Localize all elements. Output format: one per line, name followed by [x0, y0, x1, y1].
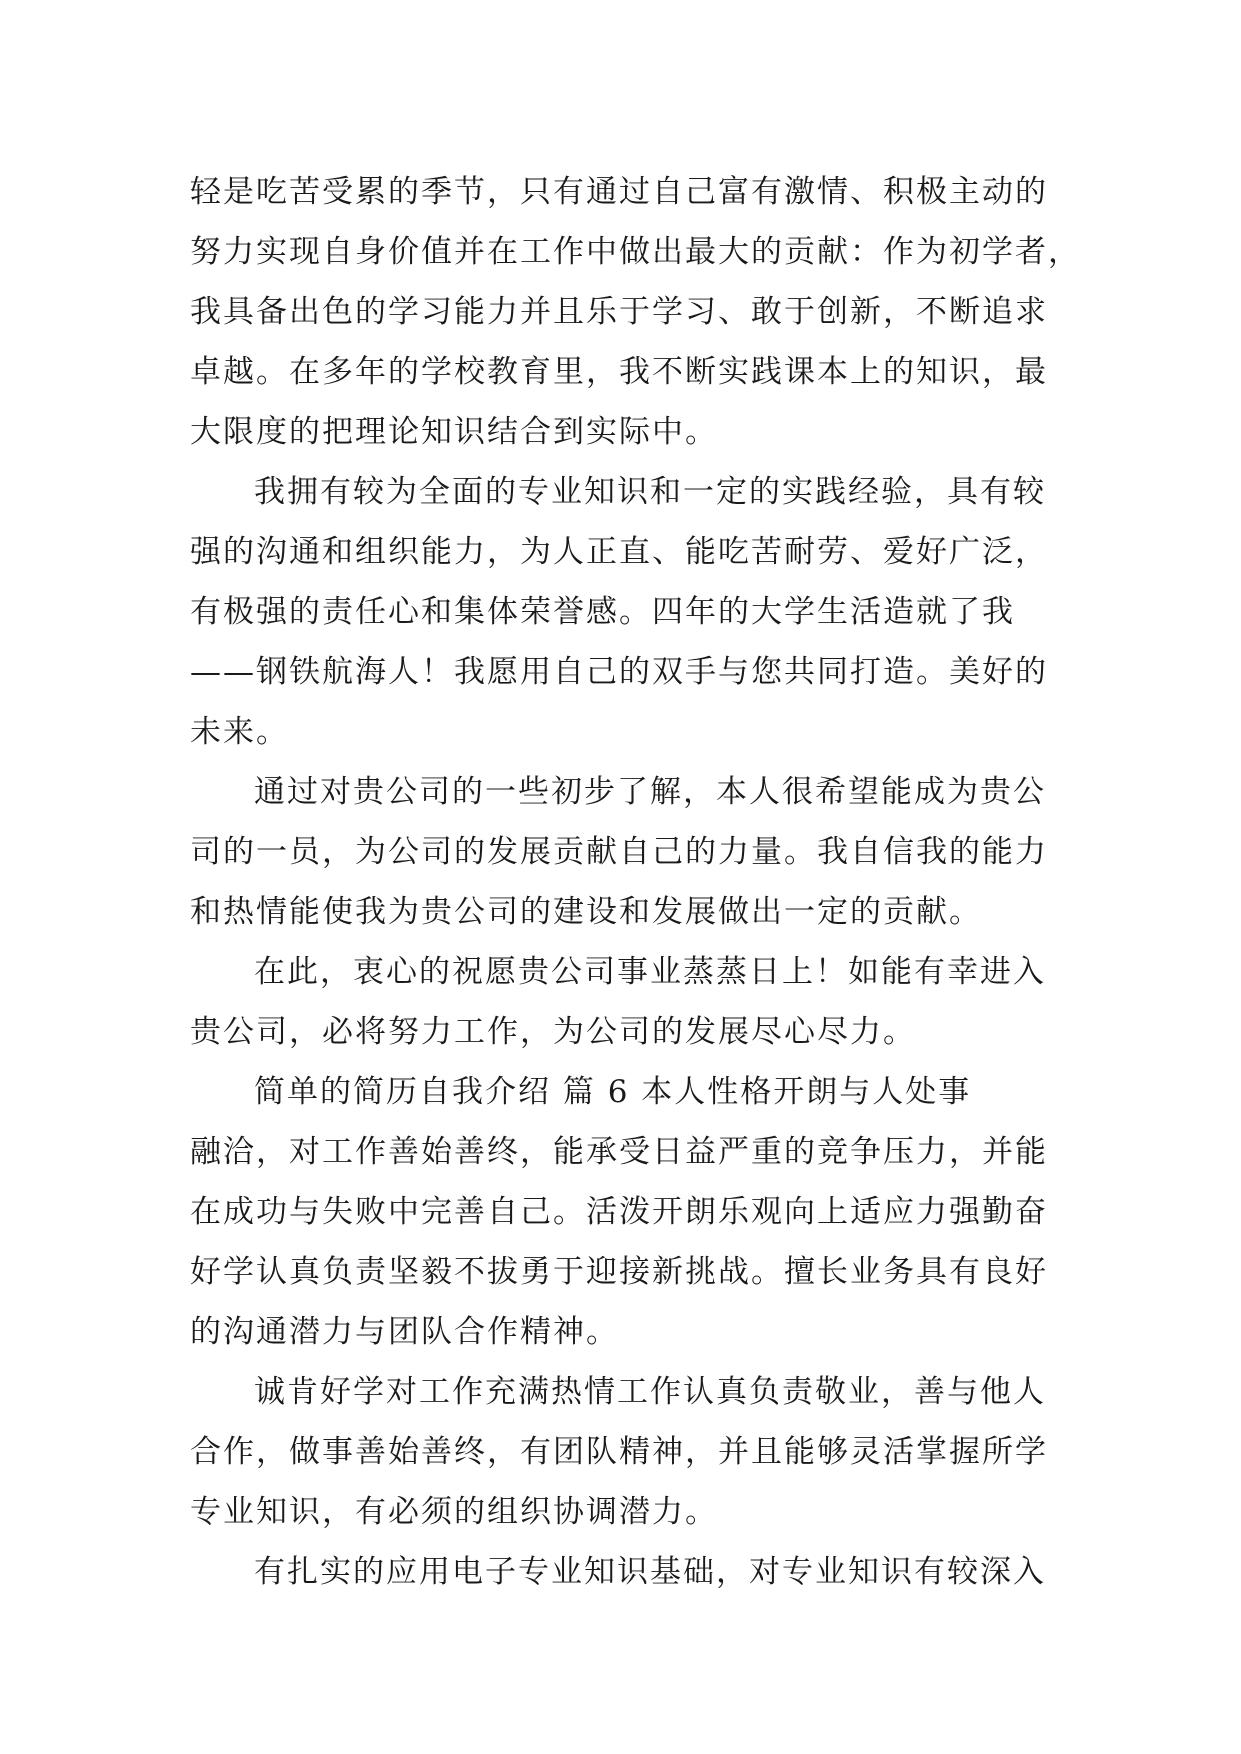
text-line: 专业知识，有必须的组织协调潜力。: [190, 1494, 718, 1530]
text-line: 有极强的责任心和集体荣誉感。四年的大学生活造就了我: [190, 594, 1015, 630]
text-line: 和热情能使我为贵公司的建设和发展做出一定的贡献。: [190, 894, 982, 930]
text-line: 贵公司，必将努力工作，为公司的发展尽心尽力。: [190, 1014, 916, 1050]
text-line: 轻是吃苦受累的季节，只有通过自己富有激情、积极主动的: [190, 174, 1048, 210]
text-line: 通过对贵公司的一些初步了解，本人很希望能成为贵公: [254, 774, 1046, 810]
text-line: 简单的简历自我介绍 篇 6 本人性格开朗与人处事: [254, 1074, 972, 1110]
text-line: 卓越。在多年的学校教育里，我不断实践课本上的知识，最: [190, 354, 1048, 390]
text-line: 融洽，对工作善始善终，能承受日益严重的竞争压力，并能: [190, 1134, 1048, 1170]
text-line: 未来。: [190, 714, 289, 750]
text-line: 诚肯好学对工作充满热情工作认真负责敬业，善与他人: [254, 1374, 1046, 1410]
text-line: 大限度的把理论知识结合到实际中。: [190, 414, 718, 450]
text-line: ——钢铁航海人！我愿用自己的双手与您共同打造。美好的: [190, 654, 1048, 690]
text-line: 强的沟通和组织能力，为人正直、能吃苦耐劳、爱好广泛，: [190, 534, 1048, 570]
text-line: 我拥有较为全面的专业知识和一定的实践经验，具有较: [254, 474, 1046, 510]
document-body: [190, 162, 1081, 1602]
text-line: 在成功与失败中完善自己。活泼开朗乐观向上适应力强勤奋: [190, 1194, 1048, 1230]
text-line: 在此，衷心的祝愿贵公司事业蒸蒸日上！如能有幸进入: [254, 954, 1046, 990]
text-line: 的沟通潜力与团队合作精神。: [190, 1314, 619, 1350]
text-line: 司的一员，为公司的发展贡献自己的力量。我自信我的能力: [190, 834, 1048, 870]
text-line: 我具备出色的学习能力并且乐于学习、敢于创新，不断追求: [190, 294, 1048, 330]
text-line: 好学认真负责坚毅不拔勇于迎接新挑战。擅长业务具有良好: [190, 1254, 1048, 1290]
text-line: 努力实现自身价值并在工作中做出最大的贡献：作为初学者，: [190, 234, 1081, 270]
text-line: 有扎实的应用电子专业知识基础，对专业知识有较深入: [254, 1554, 1046, 1590]
text-line: 合作，做事善始善终，有团队精神，并且能够灵活掌握所学: [190, 1434, 1048, 1470]
